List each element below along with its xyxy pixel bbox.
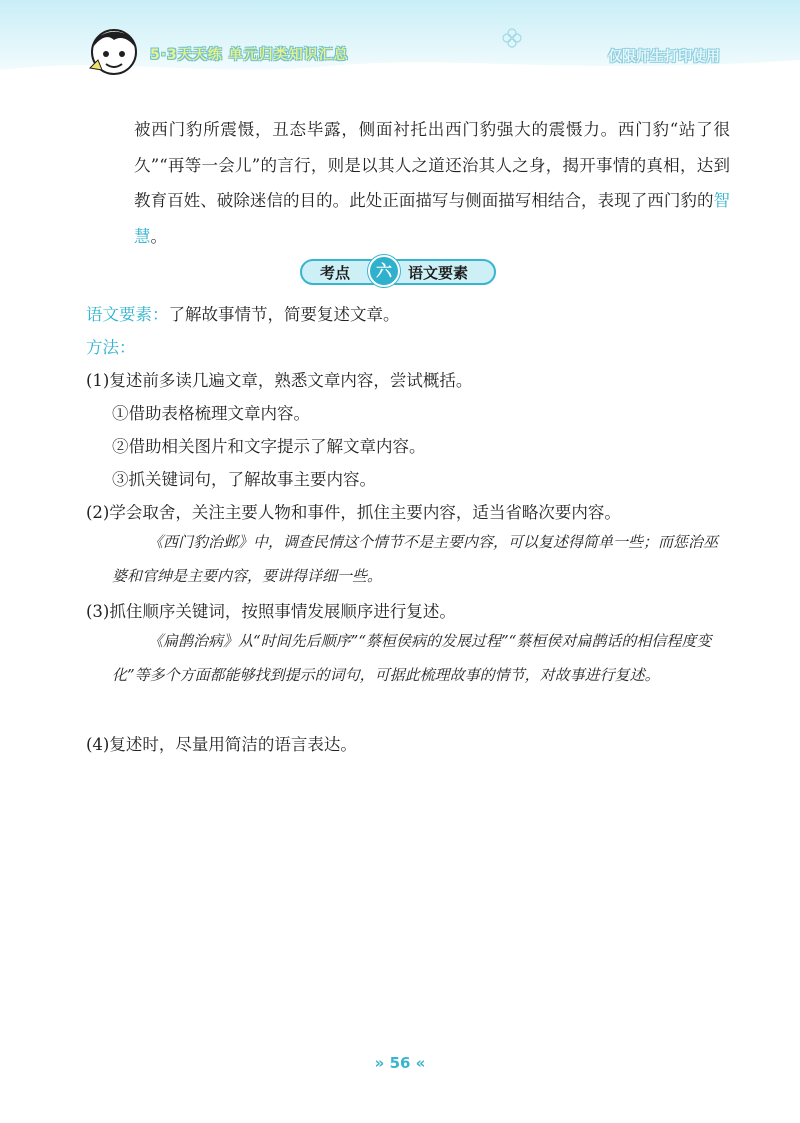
section-number-badge: 六 bbox=[368, 255, 400, 287]
intro-end: 。 bbox=[150, 226, 167, 246]
method-1-step-2: ②借助相关图片和文字提示了解文章内容。 bbox=[112, 437, 426, 456]
method-2: (2)学会取舍，关注主要人物和事件，抓住主要内容，适当省略次要内容。 bbox=[86, 503, 621, 522]
mascot-icon bbox=[84, 20, 144, 80]
method-3: (3)抓住顺序关键词，按照事情发展顺序进行复述。 bbox=[86, 602, 456, 621]
method-1-step-3: ③抓关键词句，了解故事主要内容。 bbox=[112, 470, 376, 489]
page-arrow-right-icon: « bbox=[415, 1054, 426, 1072]
intro-paragraph bbox=[134, 112, 730, 254]
intro-highlight: 智慧 bbox=[134, 191, 730, 246]
header-brand: 5·3天天练 单元归类知识汇总 bbox=[150, 47, 349, 63]
element-label: 语文要素： bbox=[86, 305, 169, 324]
method-1-step-1: ①借助表格梳理文章内容。 bbox=[112, 404, 310, 423]
section-title: 语文要素 bbox=[408, 264, 469, 282]
section-label: 考点 bbox=[320, 264, 351, 282]
section-header bbox=[300, 255, 500, 287]
method-4: (4)复述时，尽量用简洁的语言表达。 bbox=[86, 735, 357, 754]
method-3-example: 《扁鹊治病》从“时间先后顺序”“蔡桓侯病的发展过程”“蔡桓侯对扁鹊话的相信程度变化”等多个方面都能够找到提示的词句，可据此梳理故事的情节，对故事进行复述。 bbox=[112, 632, 712, 684]
header-notice: 仅限师生打印使用 bbox=[608, 49, 720, 65]
page-number-value: 56 bbox=[389, 1054, 411, 1072]
method-label: 方法： bbox=[86, 338, 136, 357]
page-number bbox=[372, 1054, 428, 1072]
element-line bbox=[86, 303, 400, 327]
page-arrow-left-icon: » bbox=[374, 1054, 385, 1072]
method-1: (1)复述前多读几遍文章，熟悉文章内容，尝试概括。 bbox=[86, 371, 473, 390]
element-text: 了解故事情节，简要复述文章。 bbox=[168, 305, 400, 324]
intro-text: 被西门豹所震慑，丑态毕露，侧面衬托出西门豹强大的震慑力。西门豹“站了很久”“再等一会儿”的言行，则是以其人之道还治其人之身，揭开事情的真相，达到教育百姓、破除迷信的目的。此处正面描写与侧面描写相结合，表现了西门豹的 bbox=[134, 120, 730, 210]
flower-icon bbox=[502, 28, 522, 48]
method-2-example: 《西门豹治邺》中，调查民情这个情节不是主要内容，可以复述得简单一些；而惩治巫婆和官绅是主要内容，要讲得详细一些。 bbox=[112, 533, 719, 585]
